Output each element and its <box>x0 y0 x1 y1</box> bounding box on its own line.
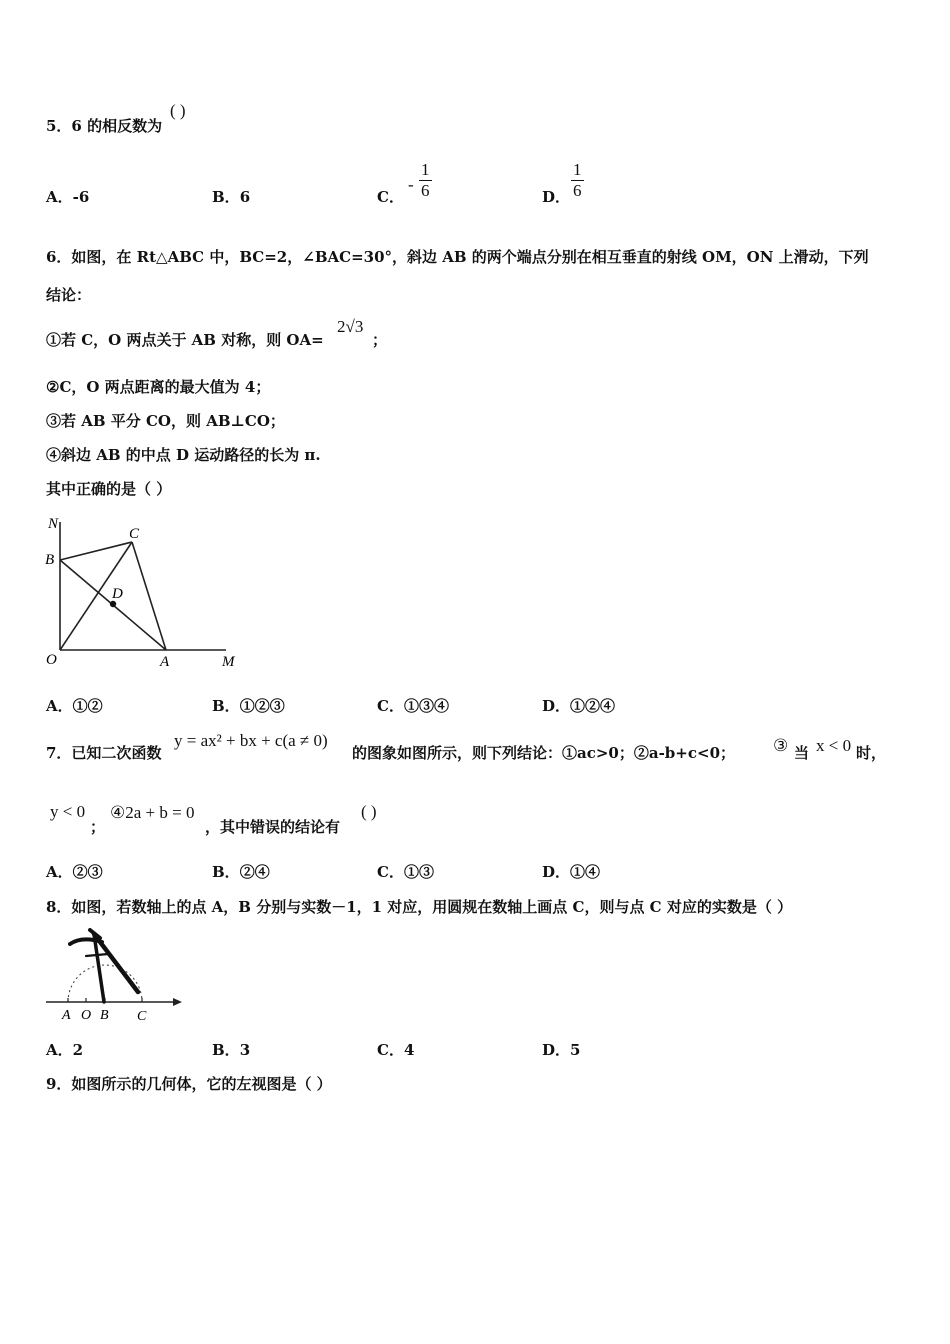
q8-label-b: B <box>100 1008 109 1023</box>
q8-option-d-label: D． <box>542 1041 571 1059</box>
q5-stem-text: 5．6 的相反数为 <box>46 117 163 135</box>
q8-figure <box>42 926 187 1026</box>
q7-option-b[interactable] <box>212 861 270 882</box>
q6-statement-1-math: 2√3 <box>337 317 364 336</box>
q6-statement-1-end: ； <box>372 331 388 349</box>
q8-option-d[interactable] <box>542 1039 580 1060</box>
q6-option-b-text: ①②③ <box>239 697 285 715</box>
q8-option-d-text: 5 <box>570 1041 581 1059</box>
q7-line2-separator: ； <box>90 818 106 836</box>
q5-option-c-fraction <box>419 160 432 201</box>
q6-label-o: O <box>46 652 57 668</box>
q6-label-m: M <box>222 654 235 670</box>
q5-option-d-label: D． <box>542 188 571 206</box>
q6-label-a: A <box>160 654 170 670</box>
q7-paren: ( ) <box>361 802 377 821</box>
q5-option-c-label: C． <box>377 188 404 206</box>
q6-option-b-label: B． <box>212 697 240 715</box>
q6-option-b[interactable] <box>212 695 285 716</box>
q6-label-b: B <box>45 552 55 568</box>
q5-option-b-text: 6 <box>239 188 251 206</box>
q6-label-n: N <box>48 516 59 532</box>
q6-figure <box>40 512 250 672</box>
q8-option-b[interactable] <box>212 1039 250 1060</box>
q5-option-c-denominator: 6 <box>421 181 430 200</box>
q8-option-b-label: B． <box>212 1041 240 1059</box>
q6-option-a[interactable] <box>46 695 103 716</box>
q7-statement-3-math: x < 0 <box>816 736 852 755</box>
q5-option-d[interactable] <box>542 186 570 207</box>
q8-option-a-label: A． <box>46 1041 73 1059</box>
q6-statement-1 <box>46 329 324 350</box>
q6-statement-2: ②C，O 两点距离的最大值为 4； <box>46 378 271 396</box>
q6-stem-line1: 6．如图，在 Rt△ABC 中，BC=2，∠BAC=30°，斜边 AB 的两个端点分别在相互垂直的射线 OM，ON 上滑动，下列 <box>46 248 869 266</box>
q7-option-d-text: ①④ <box>570 863 601 881</box>
q6-label-d: D <box>112 586 123 602</box>
q5-option-c[interactable] <box>377 186 404 207</box>
q6-question: 其中正确的是（ ） <box>46 480 172 498</box>
q7-option-a-text: ②③ <box>72 863 103 881</box>
q7-option-c-label: C． <box>377 863 404 881</box>
q7-option-a-label: A． <box>46 863 73 881</box>
q7-function: y = ax² + bx + c(a ≠ 0) <box>174 731 328 750</box>
q5-paren: ( ) <box>170 101 186 120</box>
q7-option-c[interactable] <box>377 861 434 882</box>
q6-option-d-text: ①②④ <box>570 697 616 715</box>
q7-line2-math1: y < 0 <box>50 802 86 821</box>
q6-option-c[interactable] <box>377 695 449 716</box>
q5-option-d-numerator: 1 <box>573 160 582 179</box>
q5-option-b[interactable] <box>212 186 250 207</box>
q6-option-a-label: A． <box>46 697 73 715</box>
q5-stem <box>46 115 162 136</box>
q5-option-b-label: B． <box>212 188 240 206</box>
q6-statement-3: ③若 AB 平分 CO，则 AB⊥CO； <box>46 412 285 430</box>
q7-line2-math2: ④2a + b = 0 <box>110 803 195 822</box>
q6-statement-1-text: ①若 C，O 两点关于 AB 对称，则 OA= <box>46 331 324 349</box>
q8-label-a: A <box>62 1008 71 1023</box>
q8-option-c[interactable] <box>377 1039 414 1060</box>
q9-stem: 9．如图所示的几何体，它的左视图是（ ） <box>46 1075 332 1093</box>
q5-option-a-text: -6 <box>72 188 90 206</box>
q7-stem-start: 7．已知二次函数 <box>46 744 162 762</box>
q6-option-a-text: ①② <box>72 697 103 715</box>
q5-option-a-label: A． <box>46 188 73 206</box>
q5-option-d-fraction <box>571 160 584 201</box>
q5-option-a[interactable] <box>46 186 89 207</box>
q8-option-c-label: C． <box>377 1041 404 1059</box>
q7-line2-text: ，其中错误的结论有 <box>205 818 341 836</box>
q6-option-c-text: ①③④ <box>403 697 449 715</box>
q7-option-b-label: B． <box>212 863 240 881</box>
q5-option-c-numerator: 1 <box>421 160 430 179</box>
q8-option-a-text: 2 <box>72 1041 84 1059</box>
q7-stem-middle: 的图象如图所示，则下列结论：①ac>0；②a-b+c<0； <box>352 744 735 762</box>
q5-option-c-sign: - <box>408 175 414 194</box>
q8-option-c-text: 4 <box>403 1041 415 1059</box>
q7-option-d[interactable] <box>542 861 600 882</box>
q6-option-d-label: D． <box>542 697 571 715</box>
q8-label-c: C <box>137 1009 147 1024</box>
q6-option-c-label: C． <box>377 697 404 715</box>
q7-statement-3-end: 时， <box>856 744 887 762</box>
q6-option-d[interactable] <box>542 695 615 716</box>
q7-statement-3-text: 当 <box>794 744 810 762</box>
q7-option-a[interactable] <box>46 861 103 882</box>
q8-option-a[interactable] <box>46 1039 83 1060</box>
q7-option-b-text: ②④ <box>239 863 270 881</box>
q6-label-c: C <box>129 526 140 542</box>
q8-stem: 8．如图，若数轴上的点 A，B 分别与实数－1，1 对应，用圆规在数轴上画点 C，则与点 C 对应的实数是（ ） <box>46 898 793 916</box>
q6-stem-line2: 结论： <box>46 286 92 304</box>
q7-option-c-text: ①③ <box>403 863 434 881</box>
q7-statement-3-mark: ③ <box>773 736 789 755</box>
q8-label-o: O <box>81 1008 92 1023</box>
q6-statement-4: ④斜边 AB 的中点 D 运动路径的长为 π. <box>46 446 321 464</box>
q8-option-b-text: 3 <box>239 1041 251 1059</box>
q5-option-d-denominator: 6 <box>573 181 582 200</box>
q7-option-d-label: D． <box>542 863 571 881</box>
